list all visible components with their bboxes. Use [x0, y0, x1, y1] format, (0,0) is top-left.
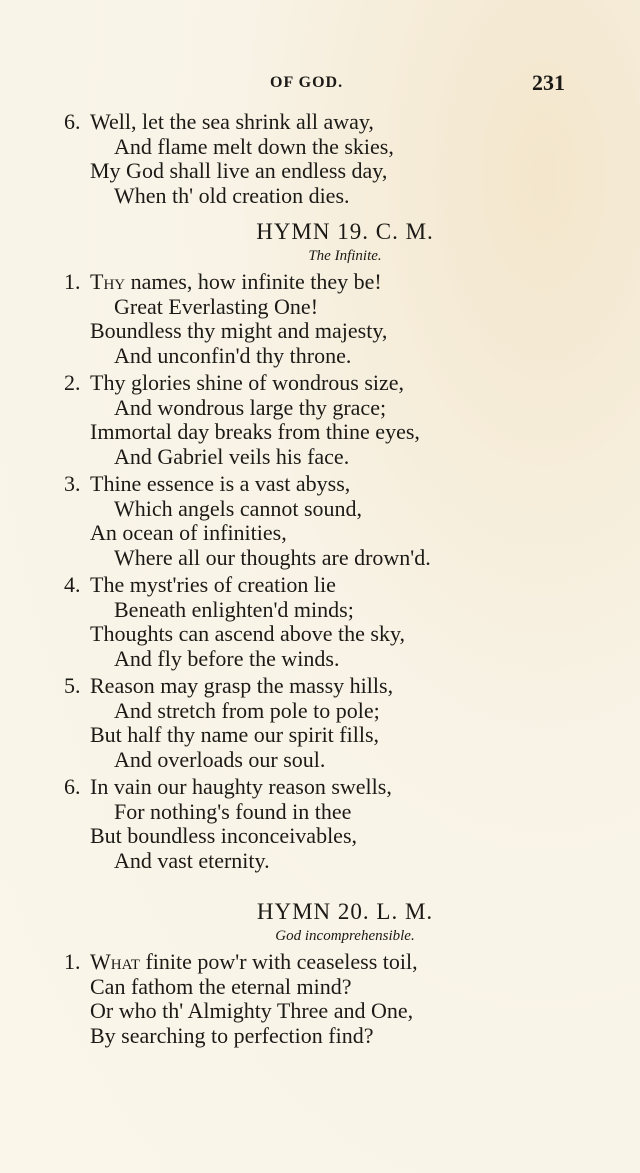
verse-line-text: Thine essence is a vast abyss,	[90, 471, 351, 496]
verse-line-text: The myst'ries of creation lie	[90, 572, 336, 597]
verse-line: And Gabriel veils his face.	[114, 443, 350, 469]
verse-first-word: Thy	[90, 269, 126, 294]
verse-line: For nothing's found in thee	[114, 798, 352, 824]
running-title: OF GOD.	[270, 74, 344, 91]
verse-line: Thoughts can ascend above the sky,	[90, 621, 406, 646]
hymn-19-subtitle: The Infinite.	[308, 248, 382, 264]
verse-line	[0, 472, 640, 497]
verse-line	[0, 674, 640, 699]
verse-line-text: Well, let the sea shrink all away,	[90, 109, 374, 134]
verse-first-word: What	[90, 949, 140, 974]
verse-number: 1.	[64, 269, 81, 294]
hymn18-verse-6	[0, 110, 640, 208]
verse-line: Can fathom the eternal mind?	[90, 973, 352, 999]
verse-line-text: Reason may grasp the massy hills,	[90, 673, 394, 698]
verse-line	[0, 371, 640, 396]
verse-line: And vast eternity.	[114, 847, 270, 873]
verse-line	[0, 110, 640, 135]
verse-line: Great Everlasting One!	[114, 293, 319, 319]
verse-line: Beneath enlighten'd minds;	[114, 596, 354, 622]
verse-line: Which angels cannot sound,	[114, 495, 363, 521]
hymn-20-heading: HYMN 20. L. M.	[256, 899, 434, 924]
verse-line: And stretch from pole to pole;	[114, 697, 380, 723]
hymn19-verse-3	[0, 472, 640, 570]
page-content	[0, 110, 640, 1051]
spacer	[0, 876, 640, 888]
verse-line: But half thy name our spirit fills,	[90, 722, 380, 747]
verse-number: 6.	[64, 109, 81, 134]
hymn-19-heading: HYMN 19. C. M.	[256, 219, 434, 244]
verse-line: And unconfin'd thy throne.	[114, 342, 352, 368]
verse-line: But boundless inconceivables,	[90, 823, 358, 848]
verse-line: And flame melt down the skies,	[114, 133, 394, 159]
verse-line: Immortal day breaks from thine eyes,	[90, 419, 420, 444]
verse-line	[0, 950, 640, 975]
verse-line-text: finite pow'r with ceaseless toil,	[139, 949, 418, 974]
verse-line	[0, 775, 640, 800]
verse-line-text: In vain our haughty reason swells,	[90, 774, 392, 799]
verse-line: By searching to perfection find?	[90, 1022, 374, 1048]
verse-number: 4.	[64, 572, 81, 597]
page-number: 231	[532, 70, 565, 95]
verse-line: And wondrous large thy grace;	[114, 394, 387, 420]
hymn-20-subtitle: God incomprehensible.	[275, 928, 415, 944]
verse-line: An ocean of infinities,	[90, 520, 287, 545]
running-head	[0, 72, 640, 102]
hymn19-verse-5	[0, 674, 640, 772]
verse-number: 6.	[64, 774, 81, 799]
verse-number: 5.	[64, 673, 81, 698]
verse-line: Boundless thy might and majesty,	[90, 318, 388, 343]
verse-line	[0, 270, 640, 295]
verse-line: My God shall live an endless day,	[90, 158, 388, 183]
verse-line: Or who th' Almighty Three and One,	[90, 998, 414, 1023]
verse-number: 2.	[64, 370, 81, 395]
hymn19-verse-1	[0, 270, 640, 368]
verse-line: When th' old creation dies.	[114, 182, 350, 208]
hymn19-verse-6	[0, 775, 640, 873]
hymn19-verse-2	[0, 371, 640, 469]
hymn20-verse-1	[0, 950, 640, 1048]
verse-line-text: names, how infinite they be!	[125, 269, 382, 294]
verse-number: 1.	[64, 949, 81, 974]
verse-line: Where all our thoughts are drown'd.	[114, 544, 431, 570]
verse-line-text: Thy glories shine of wondrous size,	[90, 370, 405, 395]
hymn19-verse-4	[0, 573, 640, 671]
verse-line	[0, 573, 640, 598]
verse-number: 3.	[64, 471, 81, 496]
verse-line: And overloads our soul.	[114, 746, 326, 772]
verse-line: And fly before the winds.	[114, 645, 340, 671]
